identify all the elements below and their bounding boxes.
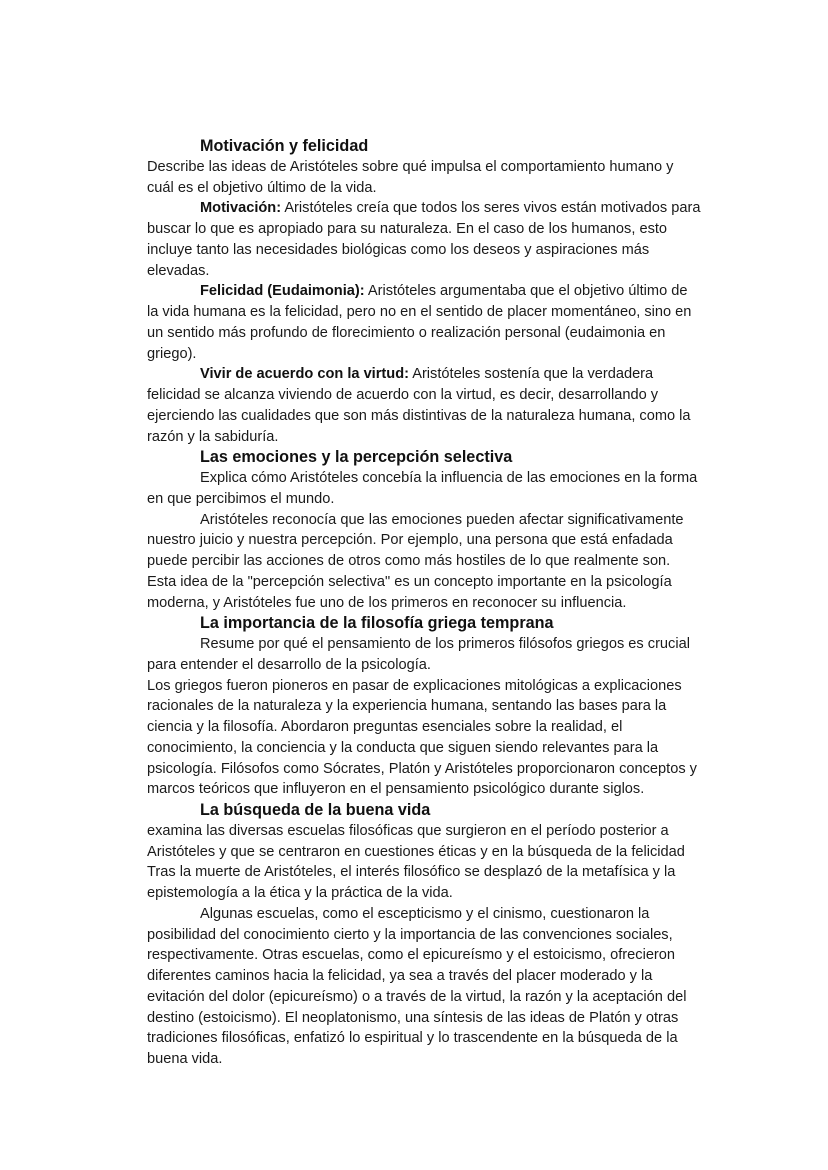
line-text: puede percibir las acciones de otros como más hostiles de lo que realmente son. bbox=[147, 553, 671, 569]
text-line bbox=[147, 364, 747, 385]
text-line bbox=[147, 198, 747, 219]
line-text: Los griegos fueron pioneros en pasar de explicaciones mitológicas a explicaciones bbox=[147, 677, 682, 694]
text-line bbox=[147, 219, 747, 240]
text-line bbox=[147, 717, 747, 738]
line-text: un sentido más profundo de florecimiento o realización personal (eudaimonia en bbox=[147, 324, 666, 341]
line-text: posibilidad del conocimiento cierto y la importancia de las convenciones sociales, bbox=[147, 926, 673, 943]
text-line bbox=[147, 1028, 747, 1049]
text-line bbox=[147, 302, 747, 323]
document-section bbox=[147, 447, 747, 613]
text-line bbox=[147, 344, 747, 365]
document-section bbox=[147, 800, 747, 1070]
text-line bbox=[147, 178, 747, 199]
paragraph bbox=[147, 634, 747, 676]
text-line bbox=[147, 842, 747, 863]
line-text: buena vida. bbox=[147, 1051, 223, 1067]
text-line bbox=[147, 551, 747, 572]
line-text: en que percibimos el mundo. bbox=[147, 490, 335, 507]
line-text: psicología. Filósofos como Sócrates, Platón y Aristóteles proporcionaron conceptos y bbox=[147, 760, 697, 777]
line-text: nuestro juicio y nuestra percepción. Por ejemplo, una persona que está enfadada bbox=[147, 532, 673, 549]
line-text: Explica cómo Aristóteles concebía la influencia de las emociones en la forma bbox=[200, 470, 698, 486]
text-line bbox=[147, 427, 747, 448]
line-text: evitación del dolor (epicureísmo) o a través de la virtud, la razón y la aceptación del bbox=[147, 988, 687, 1005]
paragraph-lead: Motivación: bbox=[200, 200, 282, 217]
line-text: Aristóteles sostenía que la verdadera bbox=[408, 366, 654, 383]
text-line bbox=[147, 883, 747, 904]
text-line bbox=[147, 489, 747, 510]
paragraph bbox=[147, 821, 747, 904]
line-text: incluye tanto las necesidades biológicas como los deseos y aspiraciones más bbox=[147, 241, 650, 258]
text-line bbox=[147, 323, 747, 344]
paragraph bbox=[147, 281, 747, 364]
text-line bbox=[147, 593, 747, 614]
paragraph bbox=[147, 676, 747, 801]
line-text: felicidad se alcanza viviendo de acuerdo con la virtud, es decir, desarrollando y bbox=[147, 387, 659, 403]
line-text: Describe las ideas de Aristóteles sobre qué impulsa el comportamiento humano y bbox=[147, 158, 674, 175]
line-text: racionales de la naturaleza y la experiencia humana, sentando las bases para la bbox=[147, 698, 667, 715]
line-text: diferentes caminos hacia la felicidad, ya sea a través del placer moderado y la bbox=[147, 968, 653, 984]
document-page bbox=[147, 136, 747, 1070]
text-line bbox=[147, 696, 747, 717]
paragraph bbox=[147, 510, 747, 614]
document-section bbox=[147, 136, 747, 447]
text-line bbox=[147, 738, 747, 759]
line-text: epistemología a la ética y la práctica de la vida. bbox=[147, 885, 453, 901]
section-heading: La búsqueda de la buena vida bbox=[200, 801, 431, 819]
text-line bbox=[147, 945, 747, 966]
text-line bbox=[147, 904, 747, 925]
text-line bbox=[147, 759, 747, 780]
text-line bbox=[147, 510, 747, 531]
line-text: tradiciones filosóficas, enfatizó lo espiritual y lo trascendente en la búsqueda de la bbox=[147, 1030, 678, 1047]
text-line bbox=[147, 1008, 747, 1029]
line-text: Esta idea de la "percepción selectiva" es un concepto importante en la psicología bbox=[147, 573, 672, 590]
line-text: Aristóteles reconocía que las emociones pueden afectar significativamente bbox=[200, 511, 684, 528]
paragraph bbox=[147, 198, 747, 281]
text-line bbox=[147, 157, 747, 178]
text-line bbox=[147, 821, 747, 842]
line-text: cuál es el objetivo último de la vida. bbox=[147, 179, 377, 196]
text-line bbox=[147, 634, 747, 655]
paragraph-lead: Felicidad (Eudaimonia): bbox=[200, 283, 365, 300]
line-text: ejerciendo las cualidades que son más distintivas de la naturaleza humana, como la bbox=[147, 407, 691, 424]
paragraph-lead: Vivir de acuerdo con la virtud: bbox=[200, 366, 409, 383]
document-section bbox=[147, 613, 747, 800]
line-text: respectivamente. Otras escuelas, como el epicureísmo y el estoicismo, ofrecieron bbox=[147, 947, 676, 964]
paragraph bbox=[147, 468, 747, 510]
line-text: para entender el desarrollo de la psicología. bbox=[147, 656, 431, 673]
section-heading: La importancia de la filosofía griega temprana bbox=[200, 614, 554, 633]
paragraph bbox=[147, 904, 747, 1070]
line-text: Aristóteles argumentaba que el objetivo último de bbox=[364, 283, 688, 300]
text-line bbox=[147, 240, 747, 261]
text-line bbox=[147, 779, 747, 800]
text-line bbox=[147, 655, 747, 676]
line-text: Aristóteles y que se centraron en cuestiones éticas y en la búsqueda de la felicidad bbox=[147, 843, 685, 860]
text-line bbox=[147, 385, 747, 406]
line-text: elevadas. bbox=[147, 262, 210, 279]
text-line bbox=[147, 1049, 747, 1070]
text-line bbox=[147, 468, 747, 489]
line-text: griego). bbox=[147, 345, 197, 362]
line-text: marcos teóricos que influyeron en el pensamiento psicológico durante siglos. bbox=[147, 781, 645, 798]
text-line bbox=[147, 530, 747, 551]
line-text: examina las diversas escuelas filosóficas que surgieron en el período posterior a bbox=[147, 822, 669, 839]
text-line bbox=[147, 925, 747, 946]
line-text: buscar lo que es apropiado para su naturaleza. En el caso de los humanos, esto bbox=[147, 221, 668, 237]
paragraph bbox=[147, 364, 747, 447]
line-text: Resume por qué el pensamiento de los primeros filósofos griegos es crucial bbox=[200, 636, 690, 652]
text-line bbox=[147, 261, 747, 282]
line-text: Algunas escuelas, como el escepticismo y el cinismo, cuestionaron la bbox=[200, 905, 650, 922]
text-line bbox=[147, 966, 747, 987]
section-heading: Las emociones y la percepción selectiva bbox=[200, 448, 513, 467]
line-text: ciencia y la filosofía. Abordaron preguntas esenciales sobre la realidad, el bbox=[147, 719, 623, 735]
text-line bbox=[147, 987, 747, 1008]
text-line bbox=[147, 281, 747, 302]
text-line bbox=[147, 406, 747, 427]
line-text: la vida humana es la felicidad, pero no en el sentido de placer momentáneo, sino en bbox=[147, 304, 692, 320]
text-line bbox=[147, 862, 747, 883]
line-text: Aristóteles creía que todos los seres vivos están motivados para bbox=[281, 200, 701, 217]
text-line bbox=[147, 572, 747, 593]
line-text: moderna, y Aristóteles fue uno de los primeros en reconocer su influencia. bbox=[147, 594, 627, 611]
paragraph bbox=[147, 157, 747, 199]
section-heading: Motivación y felicidad bbox=[200, 137, 369, 155]
line-text: Tras la muerte de Aristóteles, el interés filosófico se desplazó de la metafísica y la bbox=[147, 864, 676, 881]
line-text: destino (estoicismo). El neoplatonismo, una síntesis de las ideas de Platón y otras bbox=[147, 1009, 679, 1026]
line-text: razón y la sabiduría. bbox=[147, 428, 279, 445]
line-text: conocimiento, la conciencia y la conducta que siguen siendo relevantes para la bbox=[147, 739, 659, 756]
text-line bbox=[147, 676, 747, 697]
